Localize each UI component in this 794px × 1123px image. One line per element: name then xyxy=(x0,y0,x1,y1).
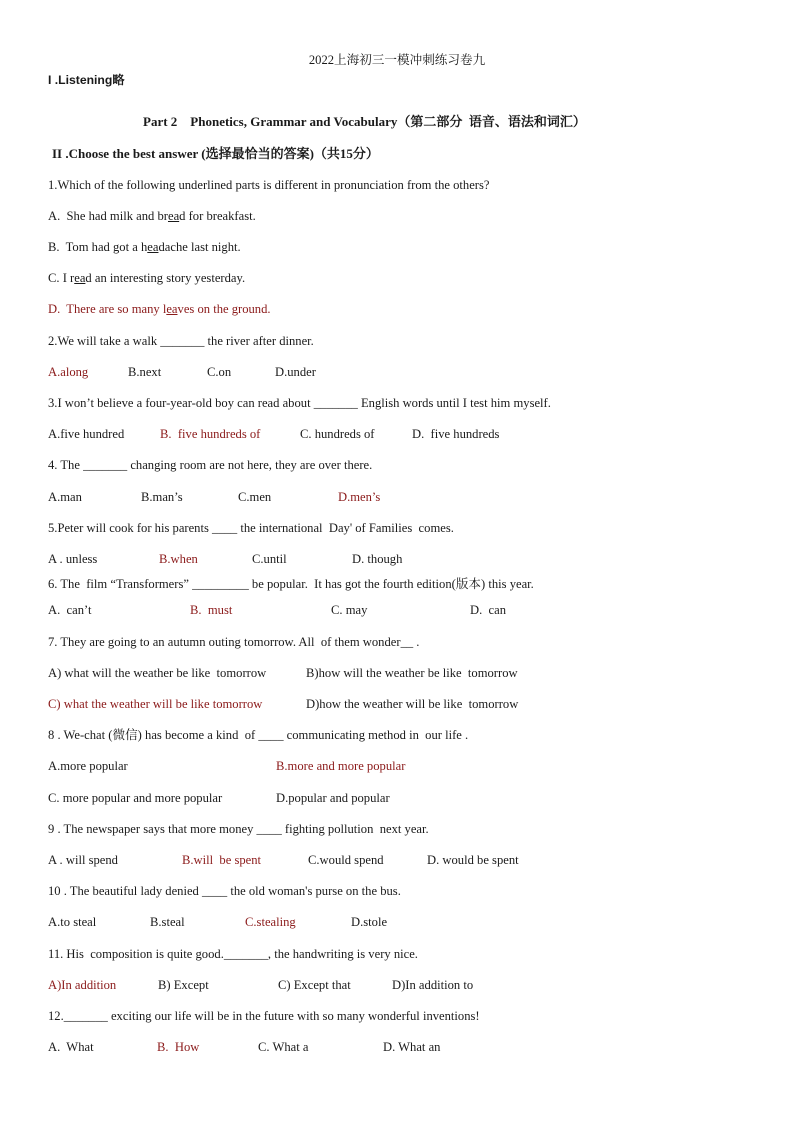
option-c: C.men xyxy=(238,490,272,504)
question-stem: 6. The film “Transformers” _________ be popular. It has got the fourth edition(版本) this year. xyxy=(48,577,534,591)
option-b-answer: B. five hundreds of xyxy=(160,427,261,441)
option-b: B)how will the weather be like tomorrow xyxy=(306,666,518,680)
option-b: B.steal xyxy=(150,915,185,929)
question-stem: 11. His composition is quite good._______, the handwriting is very nice. xyxy=(48,947,418,961)
option-b-answer: B.when xyxy=(159,552,198,566)
option-b: B) Except xyxy=(158,978,209,992)
option-c: C) Except that xyxy=(278,978,351,992)
option-b-answer: B.more and more popular xyxy=(276,759,406,773)
question-stem: 8 . We-chat (微信) has become a kind of ____ communicating method in our life . xyxy=(48,728,469,742)
option-d: D.stole xyxy=(351,915,388,929)
option-b-answer: B. How xyxy=(157,1040,200,1054)
option-c: C. may xyxy=(331,603,368,617)
section-listening: I .Listening略 xyxy=(48,73,125,87)
option-d: D. five hundreds xyxy=(412,427,500,441)
question-stem: 12._______ exciting our life will be in the future with so many wonderful inventions! xyxy=(48,1009,480,1023)
option-c: C. I read an interesting story yesterday. xyxy=(48,271,246,285)
page-title: 2022上海初三一模冲刺练习卷九 xyxy=(308,53,486,67)
option-a: A. can’t xyxy=(48,603,92,617)
option-a: A. She had milk and bread for breakfast. xyxy=(48,209,256,223)
option-c: C. hundreds of xyxy=(300,427,375,441)
option-d-answer: D.men’s xyxy=(338,490,381,504)
option-a-answer: A)In addition xyxy=(48,978,117,992)
option-a: A.to steal xyxy=(48,915,97,929)
section-heading: II .Choose the best answer (选择最恰当的答案)（共15分） xyxy=(52,146,379,161)
option-d-answer: D. There are so many leaves on the ground. xyxy=(48,302,271,316)
option-b: B. Tom had got a headache last night. xyxy=(48,240,241,254)
option-b-answer: B.will be spent xyxy=(182,853,262,867)
option-d: D)how the weather will be like tomorrow xyxy=(306,697,519,711)
option-c: C. What a xyxy=(258,1040,309,1054)
question-stem: 10 . The beautiful lady denied ____ the old woman's purse on the bus. xyxy=(48,884,401,898)
option-d: D. would be spent xyxy=(427,853,519,867)
option-d: D. though xyxy=(352,552,403,566)
option-d: D. What an xyxy=(383,1040,441,1054)
option-a-answer: A.along xyxy=(48,365,89,379)
question-stem: 3.I won’t believe a four-year-old boy can read about _______ English words until I test him myself. xyxy=(48,396,551,410)
option-a: A.more popular xyxy=(48,759,128,773)
option-a: A.man xyxy=(48,490,82,504)
option-d: D)In addition to xyxy=(392,978,474,992)
option-a: A.five hundred xyxy=(48,427,125,441)
option-d: D.popular and popular xyxy=(276,791,390,805)
option-b: B.next xyxy=(128,365,162,379)
question-stem: 2.We will take a walk _______ the river after dinner. xyxy=(48,334,314,348)
option-c: C.until xyxy=(252,552,287,566)
option-c: C.would spend xyxy=(308,853,384,867)
option-a: A . will spend xyxy=(48,853,118,867)
question-stem: 5.Peter will cook for his parents ____ the international Day' of Families comes. xyxy=(48,521,454,535)
question-stem: 1.Which of the following underlined parts is different in pronunciation from the others? xyxy=(48,178,490,192)
part-heading: Part 2 Phonetics, Grammar and Vocabulary（第二部分 语音、语法和词汇） xyxy=(143,114,586,129)
option-d: D.under xyxy=(275,365,316,379)
question-stem: 4. The _______ changing room are not here, they are over there. xyxy=(48,458,373,472)
option-c-answer: C) what the weather will be like tomorrow xyxy=(48,697,263,711)
option-b: B.man’s xyxy=(141,490,183,504)
option-c-answer: C.stealing xyxy=(245,915,296,929)
question-stem: 9 . The newspaper says that more money ____ fighting pollution next year. xyxy=(48,822,429,836)
option-a: A) what will the weather be like tomorrow xyxy=(48,666,267,680)
option-c: C. more popular and more popular xyxy=(48,791,223,805)
question-stem: 7. They are going to an autumn outing tomorrow. All of them wonder__ . xyxy=(48,635,420,649)
option-b-answer: B. must xyxy=(190,603,233,617)
option-d: D. can xyxy=(470,603,507,617)
option-a: A. What xyxy=(48,1040,94,1054)
option-c: C.on xyxy=(207,365,232,379)
option-a: A . unless xyxy=(48,552,98,566)
